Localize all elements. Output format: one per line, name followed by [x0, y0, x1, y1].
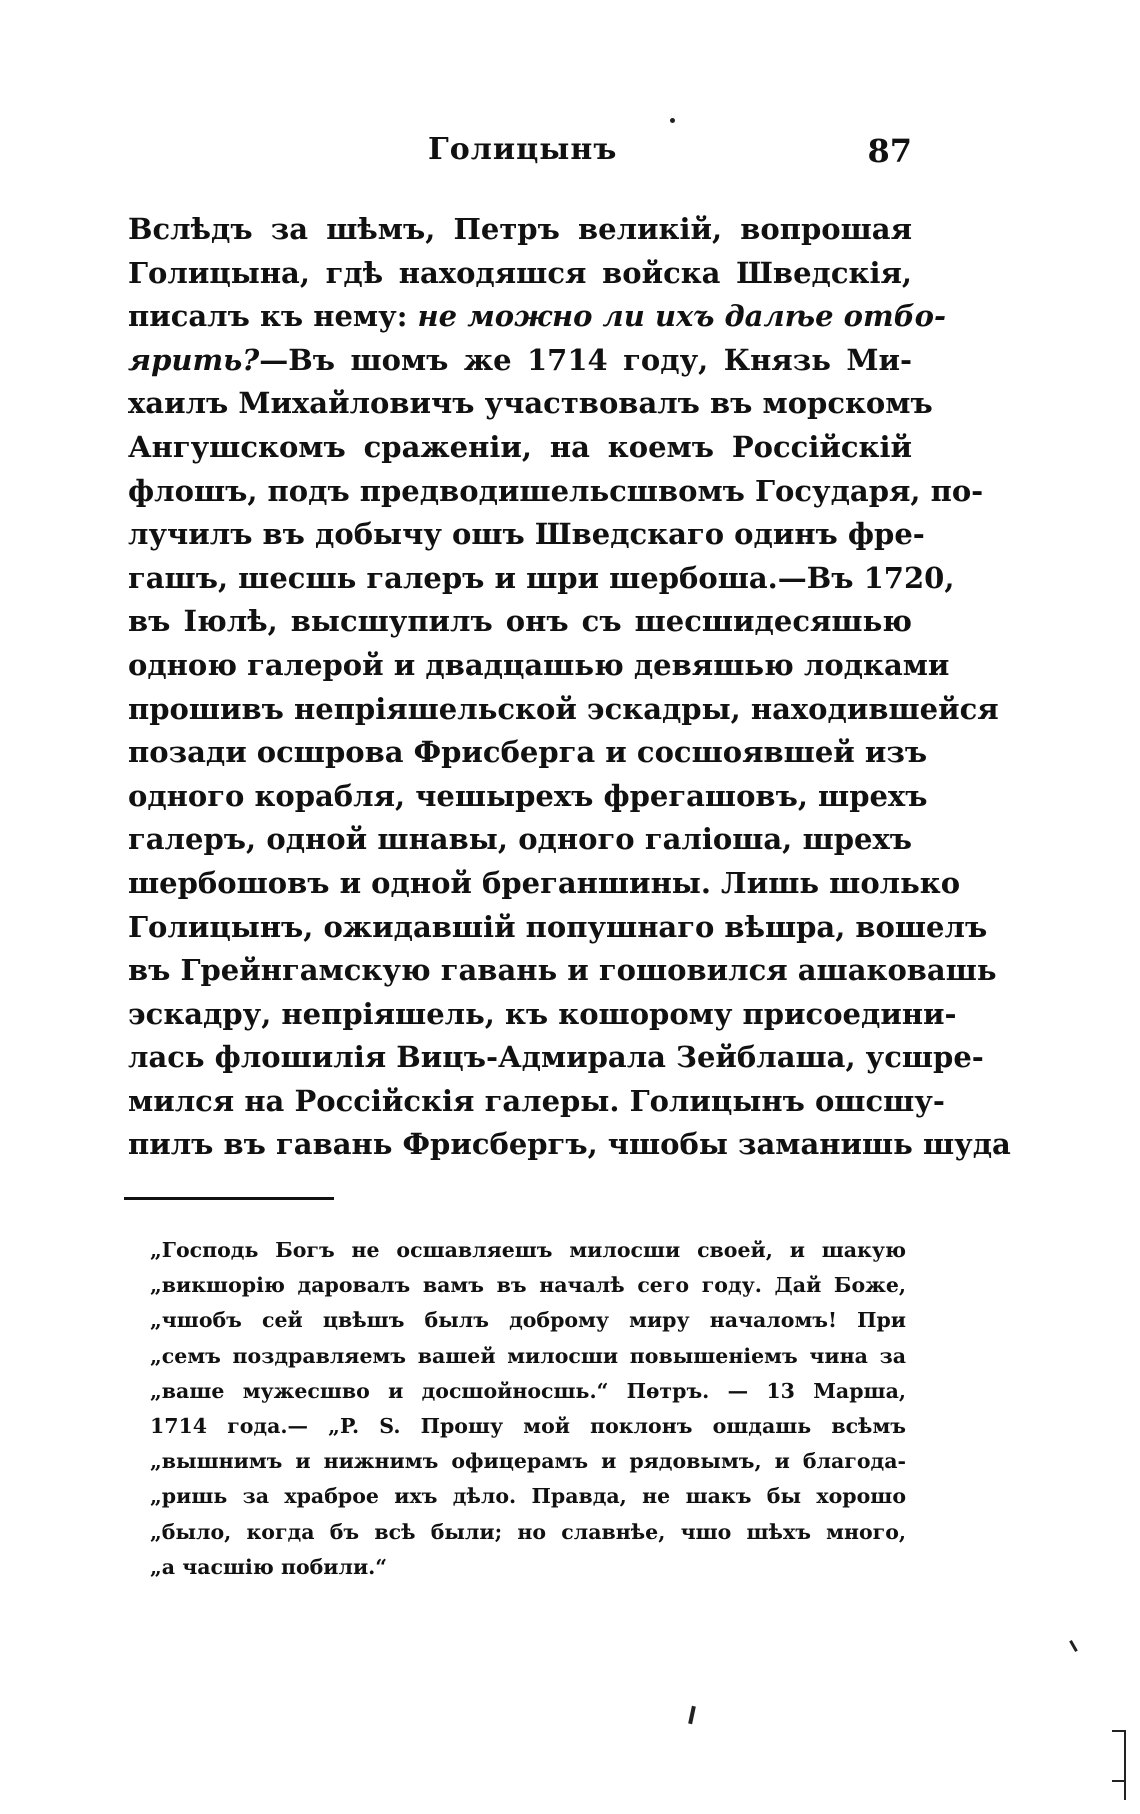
text-line — [128, 1080, 945, 1124]
text-line — [128, 513, 925, 557]
text-line — [128, 993, 957, 1037]
text-line — [128, 731, 928, 775]
footnote-line: „чшобъ сей цвѣшъ былъ доброму миру началомъ! При — [150, 1308, 906, 1333]
text-segment: пилъ въ гавань Фрисбергъ, чшобы заманишь шуда — [128, 1127, 1011, 1162]
text-line — [128, 644, 950, 688]
footnote-line: „ришь за храброе ихъ дѣло. Правда, не шакъ бы хорошо — [150, 1484, 906, 1509]
scan-speck — [1069, 1640, 1078, 1652]
text-segment: флошъ, подъ предводишельсшвомъ Государя, по- — [128, 473, 984, 508]
text-line — [128, 1123, 1011, 1167]
text-line — [128, 600, 912, 644]
text-segment: Голицынъ, ожидавшій попушнаго вѣшра, вошелъ — [128, 909, 988, 944]
text-segment: лучилъ въ добычу ошъ Шведскаго одинъ фре- — [128, 517, 925, 552]
text-segment: хаилъ Михайловичъ участвовалъ въ морскомъ — [128, 386, 933, 421]
text-line — [128, 252, 912, 296]
page-number: 87 — [867, 132, 912, 170]
text-line — [128, 906, 988, 950]
text-segment: одного корабля, чешырехъ фрегашовъ, шрехъ — [128, 778, 928, 813]
text-segment: позади осшрова Фрисберга и сосшоявшей изъ — [128, 735, 928, 770]
scan-edge — [1112, 1780, 1124, 1782]
text-line — [128, 818, 912, 862]
text-line — [128, 382, 933, 426]
text-segment: писалъ къ нему: — [128, 299, 418, 334]
footnote-line: „семъ поздравляемъ вашей милосши повышеніемъ чина за — [150, 1343, 906, 1368]
text-line — [128, 339, 912, 383]
text-line — [128, 949, 997, 993]
scan-speck — [670, 118, 675, 123]
text-segment: одною галерой и двадцашью девяшью лодками — [128, 647, 950, 682]
text-segment: шербошовъ и одной бреганшины. Лишь шолько — [128, 865, 961, 900]
footnote — [150, 1233, 906, 1585]
text-segment: галеръ, одной шнавы, одного галіоша, шрехъ — [128, 822, 912, 857]
text-line — [128, 775, 928, 819]
text-line — [128, 557, 955, 601]
text-line — [128, 295, 947, 339]
text-segment: эскадру, непріяшель, къ кошорому присоедини- — [128, 996, 957, 1031]
footnote-line: „ваше мужесшво и досшойносшь.“ Пѳтръ. — 13 Марша, — [150, 1378, 906, 1403]
running-title: Голицынъ — [428, 132, 618, 167]
scan-edge — [1124, 1730, 1126, 1800]
text-line — [128, 1036, 984, 1080]
text-segment: Вслѣдъ за шѣмъ, Петръ великій, вопрошая — [128, 212, 912, 246]
text-line — [128, 426, 912, 470]
main-text — [128, 208, 1011, 1167]
footnote-line: 1714 года.— „P. S. Прошу мой поклонъ ошдашь всѣмъ — [150, 1413, 906, 1438]
text-segment: въ Іюлѣ, высшупилъ онъ съ шесшидесяшью — [128, 604, 912, 639]
text-line — [128, 208, 912, 252]
text-segment: Голицына, гдѣ находяшся войска Шведскія, — [128, 255, 912, 290]
text-segment: гашъ, шесшь галеръ и шри шербоша.—Въ 1720, — [128, 560, 955, 595]
text-segment: въ Грейнгамскую гавань и гошовился ашаковашь — [128, 953, 997, 988]
text-segment: не можно ли ихъ далѣе отбо- — [417, 299, 947, 334]
footnote-line: „было, когда бъ всѣ были; но славнѣе, чшо шѣхъ много, — [150, 1519, 906, 1544]
footnote-line: „а часшію побили.“ — [150, 1554, 388, 1579]
text-segment: Ангушскомъ сраженіи, на коемъ Россійскій — [128, 429, 912, 464]
footnote-divider — [124, 1197, 334, 1200]
text-segment: прошивъ непріяшельской эскадры, находившейся — [128, 691, 999, 726]
text-line — [128, 470, 984, 514]
scan-speck — [688, 1706, 696, 1724]
page-header — [128, 132, 912, 182]
text-segment: мился на Россійскія галеры. Голицынъ ошсшу- — [128, 1083, 945, 1118]
text-line — [128, 688, 999, 732]
footnote-line: „Господь Богъ не осшавляешъ милосши своей, и шакую — [150, 1238, 906, 1262]
text-line — [128, 862, 961, 906]
text-segment: лась флошилія Вицъ-Адмирала Зейблаша, усшре- — [128, 1040, 984, 1075]
text-segment: —Въ шомъ же 1714 году, Князь Ми- — [259, 342, 912, 377]
footnote-line: „викшорію даровалъ вамъ въ началѣ сего году. Дай Боже, — [150, 1273, 906, 1298]
footnote-line: „вышнимъ и нижнимъ офицерамъ и рядовымъ, и благода- — [150, 1449, 906, 1474]
text-segment: ярить? — [128, 342, 260, 377]
scan-edge — [1112, 1730, 1124, 1732]
